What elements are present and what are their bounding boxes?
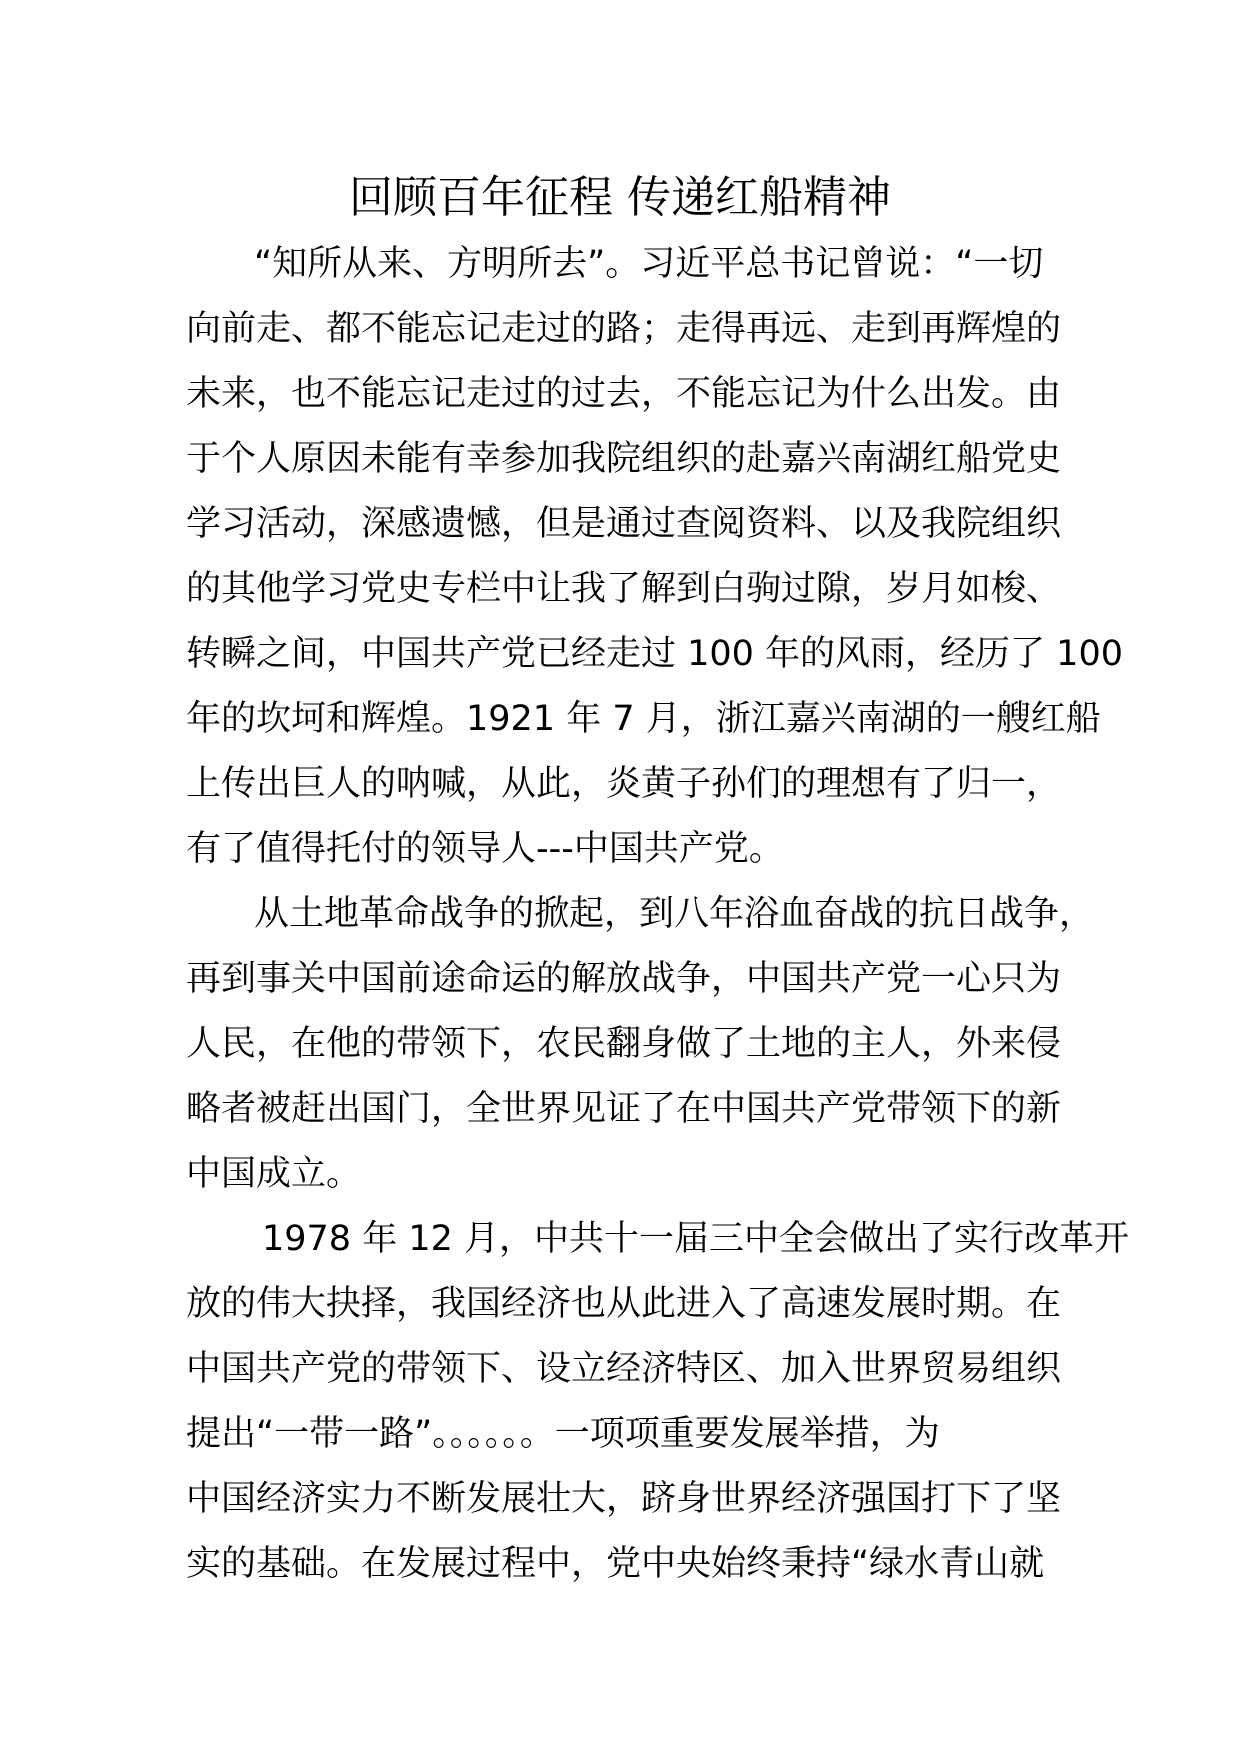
text-line: 略者被赶出国门，全世界见证了在中国共产党带领下的新 (186, 1089, 1062, 1129)
text-line: 于个人原因未能有幸参加我院组织的赴嘉兴南湖红船党史 (186, 439, 1062, 479)
document-body (186, 232, 1129, 1597)
text-line: 的其他学习党史专栏中让我了解到白驹过隙，岁月如梭、 (186, 569, 1062, 609)
paragraph-2 (186, 882, 1095, 1207)
text-line: 提出“一带一路”。。。。。。一项项重要发展举措，为 (186, 1414, 940, 1454)
text-line: 中国成立。 (186, 1154, 362, 1194)
text-line: 年的坎坷和辉煌。1921 年 7 月，浙江嘉兴南湖的一艘红船 (186, 699, 1101, 739)
text-line: 放的伟大抉择，我国经济也从此进入了高速发展时期。在 (186, 1284, 1062, 1324)
text-line: 人民，在他的带领下，农民翻身做了土地的主人，外来侵 (186, 1024, 1062, 1064)
text-line: 1978 年 12 月，中共十一届三中全会做出了实行改革开 (262, 1219, 1129, 1259)
text-line: 再到事关中国前途命运的解放战争，中国共产党一心只为 (186, 959, 1062, 999)
text-line: 向前走、都不能忘记走过的路；走得再远、走到再辉煌的 (186, 309, 1062, 349)
text-line: 上传出巨人的呐喊，从此，炎黄子孙们的理想有了归一， (186, 764, 1062, 804)
text-line: 中国共产党的带领下、设立经济特区、加入世界贸易组织 (186, 1349, 1062, 1389)
text-line: 实的基础。在发展过程中，党中央始终秉持“绿水青山就 (186, 1544, 1045, 1584)
text-line: “知所从来、方明所去”。习近平总书记曾说：“一切 (254, 244, 1044, 284)
document-title: 回顾百年征程 传递红船精神 (349, 172, 891, 223)
text-line: 有了值得托付的领导人---中国共产党。 (186, 829, 784, 869)
paragraph-1 (186, 232, 1123, 882)
text-line: 从土地革命战争的掀起，到八年浴血奋战的抗日战争， (254, 894, 1095, 934)
text-line: 转瞬之间，中国共产党已经走过 100 年的风雨，经历了 100 (186, 634, 1123, 674)
paragraph-3 (186, 1207, 1129, 1597)
text-line: 未来，也不能忘记走过的过去，不能忘记为什么出发。由 (186, 374, 1062, 414)
text-line: 中国经济实力不断发展壮大，跻身世界经济强国打下了坚 (186, 1479, 1062, 1519)
text-line: 学习活动，深感遗憾，但是通过查阅资料、以及我院组织 (186, 504, 1062, 544)
